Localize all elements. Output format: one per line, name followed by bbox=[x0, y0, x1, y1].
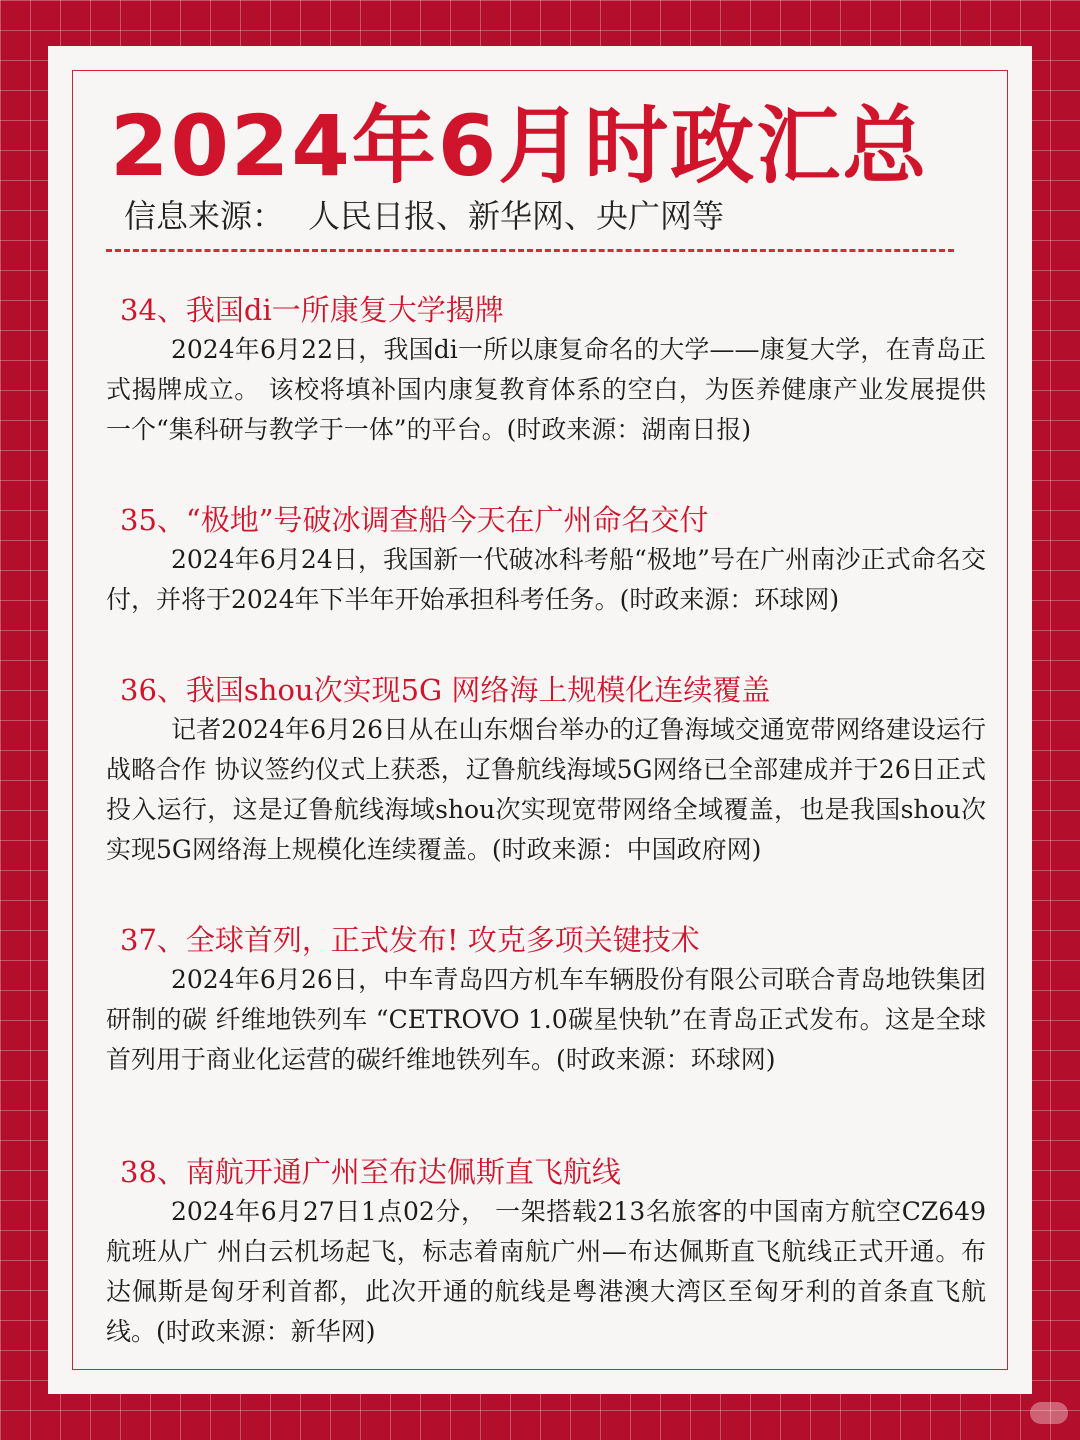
news-item-37 bbox=[106, 920, 986, 1080]
source-value: 人民日报、新华网、央广网等 bbox=[308, 197, 725, 235]
news-body: 2024年6月24日，我国新一代破冰科考船“极地”号在广州南沙正式命名交付，并将于2024年下半年开始承担科考任务。(时政来源：环球网) bbox=[106, 545, 986, 614]
news-title: 38、南航开通广州至布达佩斯直飞航线 bbox=[120, 1155, 621, 1189]
dashed-divider bbox=[106, 249, 954, 252]
news-body: 2024年6月22日，我国di一所以康复命名的大学——康复大学，在青岛正式揭牌成立。 该校将填补国内康复教育体系的空白，为医养健康产业发展提供一个“集科研与教学于一体”的平台。(时政来源：湖南日报) bbox=[106, 335, 986, 444]
source-label: 信息来源： bbox=[124, 197, 285, 235]
news-body: 记者2024年6月26日从在山东烟台举办的辽鲁海域交通宽带网络建设运行战略合作 协议签约仪式上获悉，辽鲁航线海域5G网络已全部建成并于26日正式投入运行，这是辽鲁航线海域shou次实现宽带网络全域覆盖，也是我国shou次实现5G网络海上规模化连续覆盖。(时政来源：中国政府网) bbox=[106, 715, 986, 864]
news-item-38 bbox=[106, 1152, 986, 1352]
content-card bbox=[48, 46, 1032, 1394]
news-item-34 bbox=[106, 290, 986, 450]
page-title: 2024年6月时政汇总 bbox=[110, 97, 929, 195]
watermark-badge bbox=[1030, 1402, 1068, 1424]
news-title: 34、我国di一所康复大学揭牌 bbox=[120, 293, 504, 327]
news-title: 37、全球首列，正式发布! 攻克多项关键技术 bbox=[120, 923, 700, 957]
news-body: 2024年6月26日，中车青岛四方机车车辆股份有限公司联合青岛地铁集团研制的碳 纤维地铁列车 “CETROVO 1.0碳星快轨”在青岛正式发布。这是全球首列用于商业化运营的碳纤维地铁列车。(时政来源：环球网) bbox=[106, 965, 986, 1074]
news-item-35 bbox=[106, 500, 986, 620]
news-title: 35、“极地”号破冰调查船今天在广州命名交付 bbox=[120, 503, 709, 537]
news-item-36 bbox=[106, 670, 986, 870]
news-body: 2024年6月27日1点02分， 一架搭载213名旅客的中国南方航空CZ649 航班从广 州白云机场起飞，标志着南航广州—布达佩斯直飞航线正式开通。布达佩斯是匈牙利首都，此次开通的航线是粤港澳大湾区至匈牙利的首条直飞航线。(时政来源：新华网) bbox=[106, 1197, 986, 1346]
news-title: 36、我国shou次实现5G 网络海上规模化连续覆盖 bbox=[120, 673, 771, 707]
source-line bbox=[124, 196, 724, 236]
